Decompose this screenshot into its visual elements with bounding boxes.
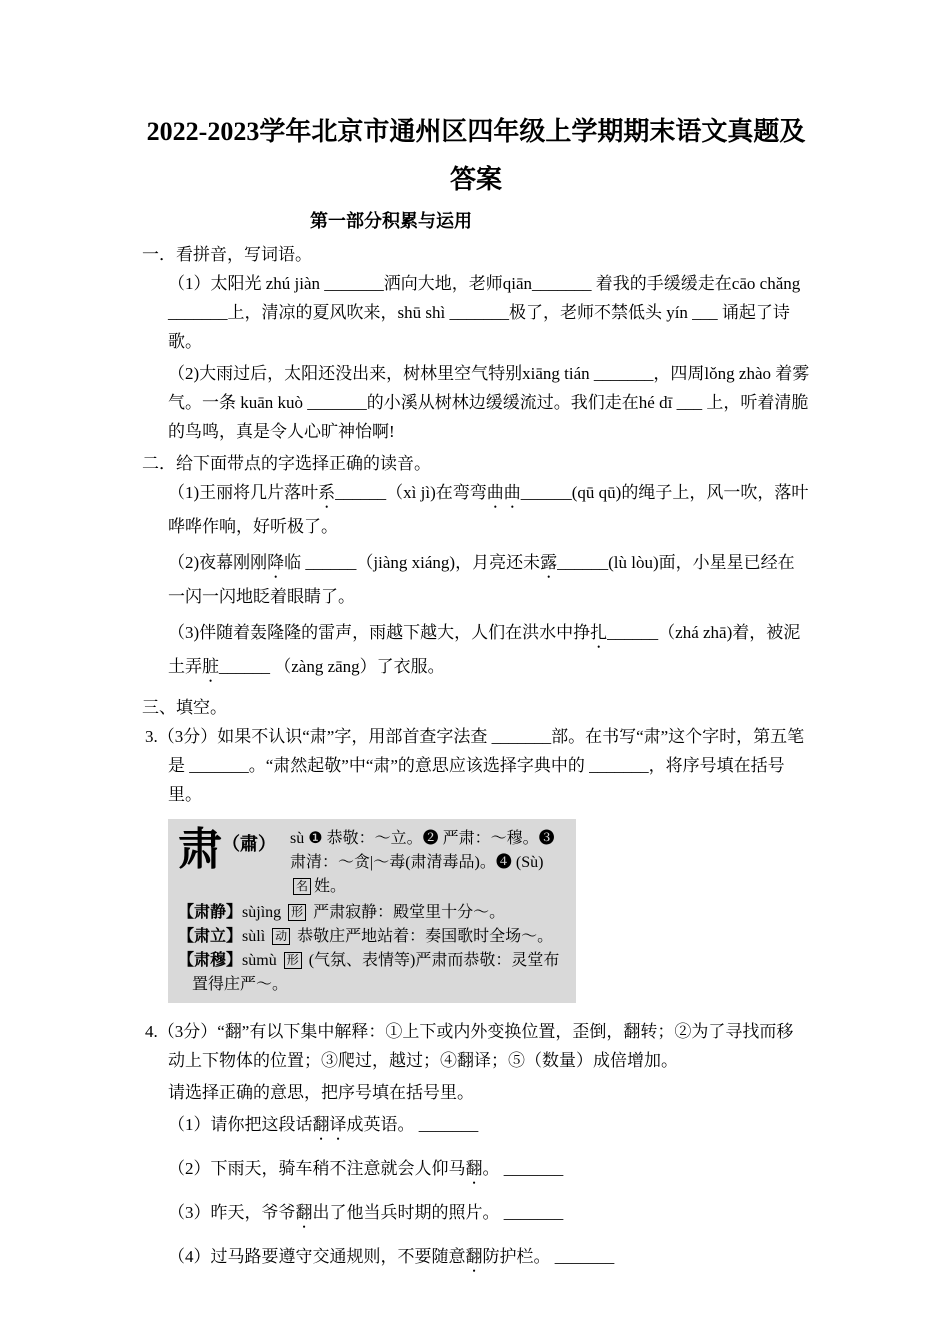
dict-pos-marker: 形 — [288, 904, 306, 921]
emphasized-char: 翻译 — [312, 1115, 347, 1134]
q3-text: 3.（3分）如果不认识“肃”字，用部首查字法查 _______部。在书写“肃”这个字时，第五笔是 _______。“肃然起敬”中“肃”的意思应该选择字典中的 _______，将序号填在括号里。 — [145, 727, 805, 804]
emphasized-char: 扎 — [590, 623, 608, 642]
q2-item — [168, 618, 810, 686]
text-segment: ______（xì jì)在弯弯 — [335, 483, 487, 502]
title-line: 答案 — [449, 165, 502, 194]
doc-title — [142, 108, 810, 204]
q4-item — [168, 1110, 810, 1144]
emphasized-char: 翻 — [465, 1247, 483, 1266]
dict-entry-pinyin: sùlì — [242, 928, 266, 945]
q4-item — [168, 1154, 810, 1188]
dict-headword: 肃 — [178, 825, 222, 874]
dict-entry-pinyin: sùmù — [242, 952, 277, 969]
dict-pos-marker: 动 — [272, 928, 290, 945]
emphasized-char: 露 — [540, 553, 558, 572]
text-segment: （3)伴随着轰隆隆的雷声，雨越下越大，人们在洪水中挣 — [168, 623, 591, 642]
dict-entry-def: (气氛、表情等)严肃而恭敬：灵堂布置得庄严～。 — [192, 952, 560, 993]
q1-item: （1）太阳光 zhú jiàn _______洒向大地，老师qiān_______ 着我的手缓缓走在cāo chǎng _______上，清凉的夏风吹来，shū shì _______极了，老师不禁低头 yín ___ 诵起了诗歌。 — [168, 274, 801, 351]
emphasized-char: 翻 — [465, 1159, 483, 1178]
dict-headword-block — [178, 827, 290, 899]
dict-headword-traditional: （肅） — [222, 834, 276, 854]
text-segment: 成英语。 _______ — [346, 1115, 479, 1134]
text-segment: 。 _______ — [482, 1159, 564, 1178]
dict-definition-block — [178, 827, 566, 899]
q4-text: 4.（3分）“翻”有以下集中解释：①上下或内外变换位置，歪倒，翻转；②为了寻找而移动上下物体的位置；③爬过，越过；④翻译；⑤（数量）成倍增加。 — [145, 1022, 794, 1070]
dict-entry-def: 恭敬庄严地站着：奏国歌时全场～。 — [297, 928, 554, 945]
text-segment: 临 ______（jiàng xiáng)，月亮还未 — [284, 553, 541, 572]
dict-entry — [178, 925, 566, 949]
dictionary-box — [168, 819, 576, 1003]
text-segment: （4）过马路要遵守交通规则，不要随意 — [168, 1247, 466, 1266]
text-segment: 姓。 — [314, 878, 347, 895]
dict-pos-marker: 名 — [293, 878, 311, 895]
title-line: 2022-2023学年北京市通州区四年级上学期期末语文真题及 — [146, 117, 806, 146]
q2-heading: 二．给下面带点的字选择正确的读音。 — [142, 454, 431, 473]
text-segment: （1）请你把这段话 — [168, 1115, 313, 1134]
text-segment: sù ❶ 恭敬：～立。❷ 严肃：～穆。❸ 肃清：～贪|～毒(肃清毒品)。❹ (Sù) — [290, 830, 555, 871]
text-segment: ______ （zàng zāng）了衣服。 — [219, 657, 445, 676]
q4-item — [168, 1198, 810, 1232]
emphasized-char: 翻 — [295, 1203, 313, 1222]
q2-item — [168, 548, 810, 611]
dict-entry-word: 【肃立】 — [178, 928, 243, 945]
emphasized-char: 系 — [318, 483, 336, 502]
section-heading: 第一部分积累与运用 — [310, 211, 472, 231]
text-segment: ______(lù lòu)面，小星星已经在一闪一闪地眨着眼睛了。 — [168, 553, 795, 606]
dict-entry — [178, 901, 566, 925]
text-segment: ______(qū qū)的绳子上，风一吹，落叶哗哗作响，好听极了。 — [168, 483, 809, 536]
text-segment: （1)王丽将几片落叶 — [168, 483, 319, 502]
text-segment: 防护栏。 _______ — [482, 1247, 615, 1266]
text-segment: 出了他当兵时期的照片。 _______ — [312, 1203, 564, 1222]
text-segment: ______（zhá zhā)着，被泥土弄 — [168, 623, 801, 676]
q3-heading: 三、填空。 — [142, 698, 227, 717]
emphasized-char: 曲曲 — [486, 483, 521, 502]
q1-item: （2)大雨过后，太阳还没出来，树林里空气特别xiāng tián _______，四周lǒng zhào 着雾气。一条 kuān kuò _______的小溪从树林边缓缓流过。我们走在hé dī ___ 上，听着清脆的鸟鸣，真是令人心旷神怡啊! — [168, 364, 810, 441]
dict-entry-word: 【肃静】 — [178, 904, 243, 921]
q2-item — [168, 478, 810, 541]
q4-prompt: 请选择正确的意思，把序号填在括号里。 — [168, 1083, 474, 1102]
emphasized-char: 降 — [267, 553, 285, 572]
q4-item — [168, 1242, 810, 1276]
text-segment: （2)夜幕刚刚 — [168, 553, 268, 572]
q1-heading: 一．看拼音，写词语。 — [142, 245, 312, 264]
dict-definitions — [290, 827, 566, 899]
text-segment: （2）下雨天，骑车稍不注意就会人仰马 — [168, 1159, 466, 1178]
dict-entry-word: 【肃穆】 — [178, 952, 243, 969]
emphasized-char: 脏 — [202, 657, 219, 676]
dict-entry-pinyin: sùjìng — [242, 904, 282, 921]
text-segment: （3）昨天，爷爷 — [168, 1203, 296, 1222]
dict-entry-def: 严肃寂静：殿堂里十分～。 — [313, 904, 506, 921]
dict-pos-marker: 形 — [284, 952, 302, 969]
dict-entry — [178, 949, 566, 997]
